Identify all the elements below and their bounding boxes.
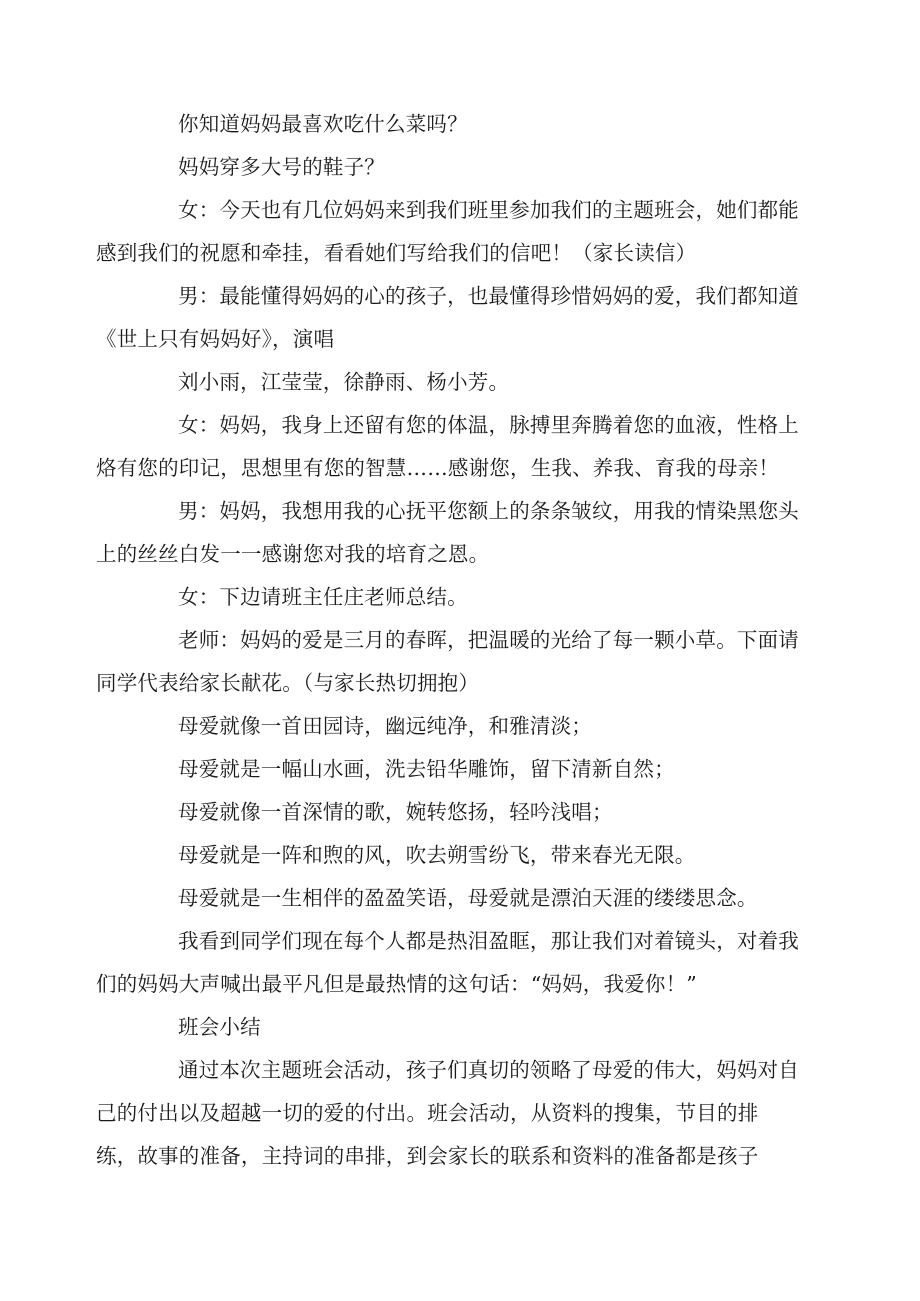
text-line: 母爱就像一首田园诗，幽远纯净，和雅清淡；	[178, 714, 592, 738]
paragraph	[137, 705, 789, 748]
paragraph	[96, 1049, 799, 1178]
paragraph	[137, 834, 789, 877]
paragraph	[96, 490, 799, 576]
text-line: 男：最能懂得妈妈的心的孩子，也最懂得珍惜妈妈的爱，我们都知道	[178, 284, 799, 308]
text-line: 刘小雨，江莹莹，徐静雨、杨小芳。	[178, 370, 510, 394]
text-line: 班会小结	[178, 1015, 261, 1039]
section-heading	[137, 1006, 789, 1049]
text-line: 女：妈妈，我身上还留有您的体温，脉搏里奔腾着您的血液，性格上	[178, 413, 799, 437]
paragraph	[137, 877, 789, 920]
paragraph	[96, 189, 799, 275]
text-line: 上的丝丝白发一一感谢您对我的培育之恩。	[96, 542, 490, 566]
paragraph	[137, 576, 789, 619]
paragraph	[137, 103, 789, 146]
text-line: 妈妈穿多大号的鞋子？	[178, 155, 385, 179]
text-line: 老师：妈妈的爱是三月的春晖，把温暖的光给了每一颗小草。下面请	[178, 628, 799, 652]
paragraph	[137, 791, 789, 834]
paragraph	[96, 619, 799, 705]
paragraph	[96, 275, 799, 361]
paragraph	[137, 748, 789, 791]
text-line: 们的妈妈大声喊出最平凡但是最热情的这句话：“妈妈，我爱你！”	[96, 972, 697, 996]
text-line: 母爱就是一生相伴的盈盈笑语，母爱就是漂泊天涯的缕缕思念。	[178, 886, 758, 910]
text-line: 练，故事的准备，主持词的串排，到会家长的联系和资料的准备都是孩子	[96, 1144, 759, 1168]
text-line: 我看到同学们现在每个人都是热泪盈眶，那让我们对着镜头，对着我	[178, 929, 799, 953]
text-line: 母爱就像一首深情的歌，婉转悠扬，轻吟浅唱；	[178, 800, 613, 824]
paragraph	[96, 920, 799, 1006]
text-line: 通过本次主题班会活动，孩子们真切的领略了母爱的伟大，妈妈对自	[178, 1058, 799, 1082]
text-line: 《世上只有妈妈好》，演唱	[96, 327, 335, 351]
text-line: 己的付出以及超越一切的爱的付出。班会活动，从资料的搜集，节目的排	[96, 1101, 759, 1125]
text-line: 男：妈妈，我想用我的心抚平您额上的条条皱纹，用我的情染黑您头	[178, 499, 799, 523]
text-line: 感到我们的祝愿和牵挂，看看她们写给我们的信吧！（家长读信）	[96, 241, 697, 265]
paragraph	[137, 361, 789, 404]
text-line: 母爱就是一幅山水画，洗去铅华雕饰，留下清新自然；	[178, 757, 675, 781]
text-line: 你知道妈妈最喜欢吃什么菜吗？	[178, 112, 468, 136]
text-line: 母爱就是一阵和煦的风，吹去朔雪纷飞，带来春光无限。	[178, 843, 696, 867]
paragraph	[96, 404, 799, 490]
text-line: 烙有您的印记，思想里有您的智慧……感谢您，生我、养我、育我的母亲！	[96, 456, 780, 480]
text-line: 女：下边请班主任庄老师总结。	[178, 585, 468, 609]
text-line: 同学代表给家长献花。（与家长热切拥抱）	[96, 671, 480, 695]
text-line: 女：今天也有几位妈妈来到我们班里参加我们的主题班会，她们都能	[178, 198, 799, 222]
document-body	[96, 103, 799, 1178]
paragraph	[137, 146, 789, 189]
